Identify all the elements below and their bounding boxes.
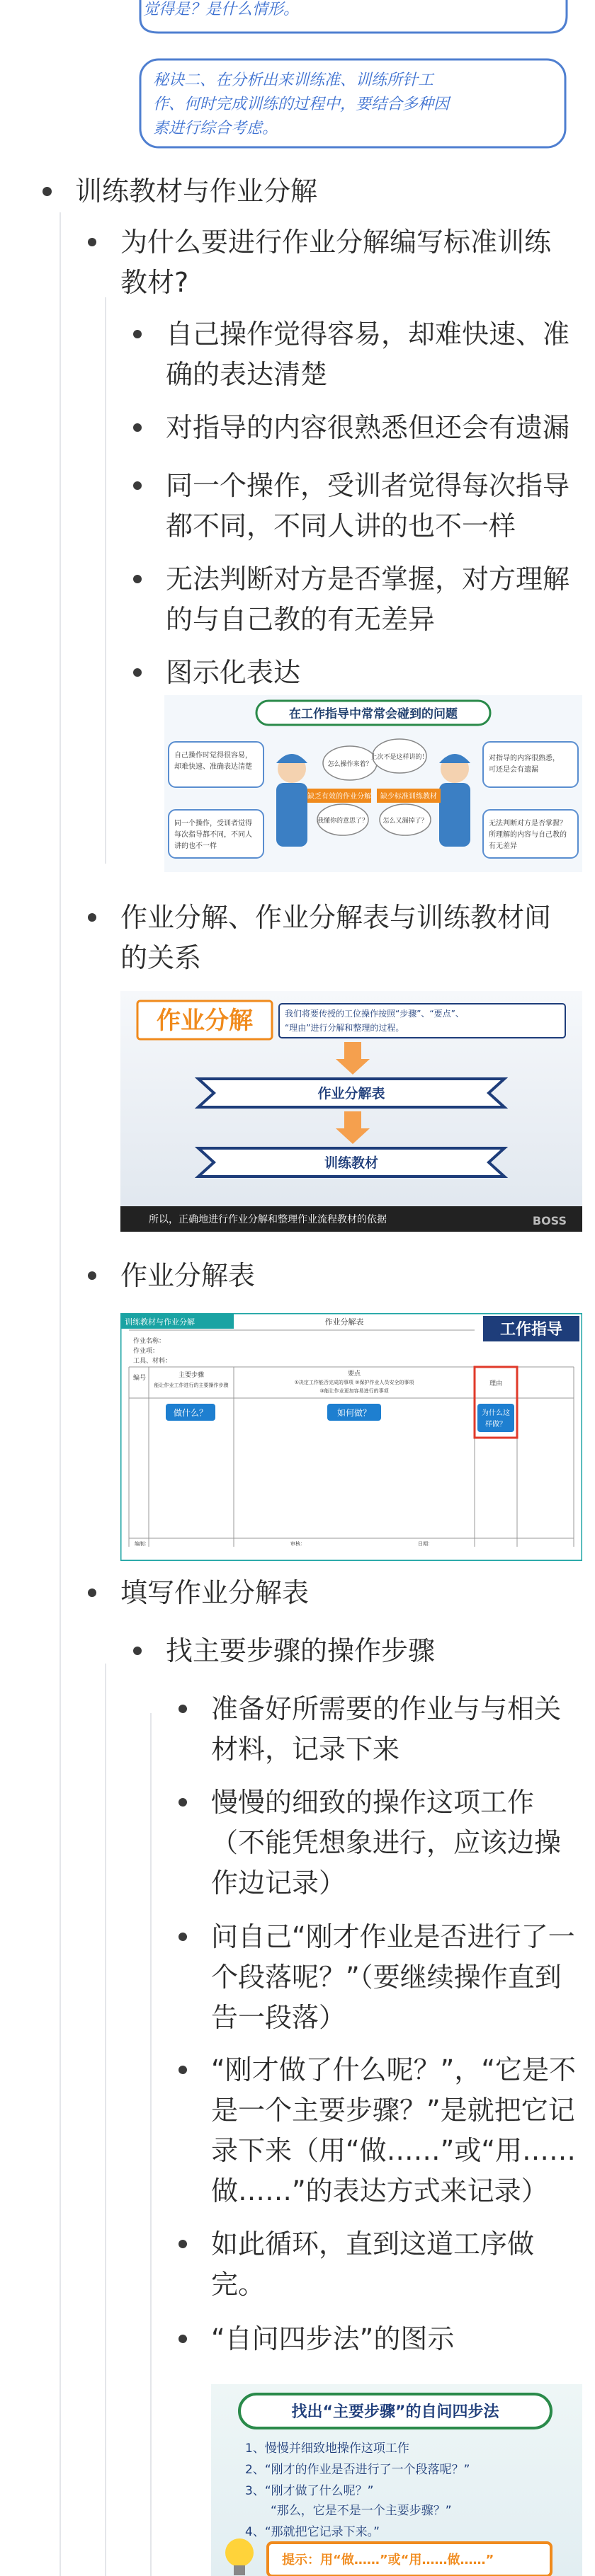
figure2-badge: 作业分解 [157,1007,253,1035]
svg-text:“理由”进行分解和整理的过程。: “理由”进行分解和整理的过程。 [285,1023,404,1033]
guide-line-level2 [105,297,106,864]
figure1-title: 在工作指导中常常会碰到的问题 [289,707,458,721]
svg-text:自己操作时觉得很容易，: 自己操作时觉得很容易， [174,752,252,760]
figure3-header-left: 训练教材与作业分解 [125,1317,195,1327]
section-title[interactable]: 训练教材与作业分解 [75,176,318,207]
step-6[interactable]: “自问四步法”的图示 [211,2323,455,2354]
item-table[interactable]: 作业分解表 [120,1260,256,1291]
svg-text:作业项：: 作业项： [133,1348,159,1355]
note2-line3: 素进行综合考虑。 [153,120,278,137]
step-4[interactable]: “刚才做了什么呢？”，“它是不是一个主要步骤？”是就把它记录下来（用“做……”或“用……做……”的表达方式来记录） [211,2054,577,2206]
svg-text:我懂你的意思了？: 我懂你的意思了？ [317,818,369,825]
bullet-level1 [42,187,52,196]
svg-text:所理解的内容与自己教的: 所理解的内容与自己教的 [489,831,567,839]
bullet-reason-4 [133,575,142,583]
bullet-reason-1 [133,330,142,338]
figure4-line3: 3、“刚才做了什么呢？” [245,2484,374,2498]
svg-text:讲的也不一样: 讲的也不一样 [174,842,217,850]
figure2-box2: 训练教材 [324,1155,379,1171]
bullet-step-1 [178,1705,187,1713]
svg-text:对指导的内容很熟悉，: 对指导的内容很熟悉， [489,755,560,762]
figure4-line5: 4、“那就把它记录下来。” [245,2525,380,2539]
svg-text:每次指导都不同，不同人: 每次指导都不同，不同人 [174,831,252,839]
figure-common-problems[interactable] [164,695,582,872]
step-3[interactable]: 问自己“刚才作业是否进行了一个段落呢？”（要继续操作直到告一段落） [211,1921,575,2033]
svg-text:作业名称：: 作业名称： [133,1338,166,1345]
figure1-label-right: 缺少标准训练教材 [380,793,437,801]
svg-text:无法判断对方是否掌握？: 无法判断对方是否掌握？ [489,820,567,828]
reason-3[interactable]: 同一个操作，受训者觉得每次指导都不同，不同人讲的也不一样 [166,470,570,542]
svg-text:编号: 编号 [133,1375,147,1382]
svg-text:审核：: 审核： [290,1541,305,1547]
step-5[interactable]: 如此循环，直到这道工序做完。 [211,2228,535,2300]
figure3-header-badge: 工作指导 [499,1321,563,1339]
svg-text:有无差异: 有无差异 [489,842,517,850]
svg-text:为什么这: 为什么这 [482,1409,510,1417]
bullet-step-4 [178,2066,187,2074]
bullet-reason-3 [133,481,142,490]
svg-text:上次不是这样讲的！: 上次不是这样讲的！ [370,754,429,761]
figure3-col-reason: 理由 [489,1380,503,1387]
bullet-step-3 [178,1933,187,1941]
svg-text:却难快速、准确表达清楚: 却难快速、准确表达清楚 [174,763,252,771]
figure4-line1: 1、慢慢并细致地操作这项工作 [245,2442,409,2456]
figure3-tag1: 做什么？ [173,1408,208,1418]
reason-2[interactable]: 对指导的内容很熟悉但还会有遗漏 [166,412,570,443]
figure4-hint: 提示：用“做……”或“用……做……” [282,2553,494,2568]
item-main-step[interactable]: 找主要步骤的操作步骤 [166,1635,436,1666]
figure2-box1: 作业分解表 [317,1086,385,1101]
bullet-relation [88,913,96,922]
bullet-why [88,238,96,246]
bullet-step-2 [178,1798,187,1807]
handwritten-notes-image [135,0,574,150]
figure3-col-point: 要点 [347,1370,361,1378]
svg-text:同一个操作，受训者觉得: 同一个操作，受训者觉得 [174,820,252,828]
figure-decomposition-table[interactable] [120,1313,582,1561]
bullet-main-step [133,1647,142,1655]
note2-line2: 作、何时完成训练的过程中，要结合多种因 [153,96,450,113]
reason-1[interactable]: 自己操作觉得容易，却难快速、准确的表达清楚 [166,319,570,390]
figure3-form-title: 作业分解表 [324,1317,364,1327]
bullet-fill [88,1588,96,1597]
svg-text:怎么又漏掉了？: 怎么又漏掉了？ [382,818,428,825]
figure3-col-step: 主要步骤 [178,1372,205,1379]
svg-text:样做？: 样做？ [485,1421,506,1429]
figure2-watermark: BOSS [532,1214,567,1227]
item-fill[interactable]: 填写作业分解表 [120,1577,310,1608]
note2-line1: 秘诀二、在分析出来训练准、训练所针工 [153,71,434,89]
item-why[interactable]: 为什么要进行作业分解编写标准训练教材? [120,227,552,298]
figure1-label-left: 缺乏有效的作业分解 [307,793,371,801]
svg-text:能让作业工作进行的主要操作步骤: 能让作业工作进行的主要操作步骤 [154,1383,229,1388]
figure3-tag2: 如何做？ [336,1408,372,1418]
bullet-reason-2 [133,423,142,432]
svg-text:可还是会有遗漏: 可还是会有遗漏 [489,766,538,774]
guide-line-level2b [105,1664,106,2576]
svg-text:怎么操作来着？: 怎么操作来着？ [327,761,373,768]
bullet-step-6 [178,2335,187,2343]
guide-line-level3 [150,1713,152,2576]
reason-4[interactable]: 无法判断对方是否掌握，对方理解的与自己教的有无差异 [166,563,570,635]
figure4-line4: “那么，它是不是一个主要步骤？” [271,2504,452,2518]
step-1[interactable]: 准备好所需要的作业与与相关材料，记录下来 [211,1693,562,1765]
svg-text:工具、材料：: 工具、材料： [133,1358,172,1365]
item-relation[interactable]: 作业分解、作业分解表与训练教材间的关系 [120,902,552,973]
svg-text:①决定工作能否完成的事项 ②保护作业人员安全的事项: ①决定工作能否完成的事项 ②保护作业人员安全的事项 [294,1380,414,1385]
figure-decomposition-relation[interactable] [120,991,582,1232]
figure4-line2: 2、“刚才的作业是否进行了一个段落呢？” [245,2463,470,2477]
svg-text:日期：: 日期： [418,1541,433,1547]
figure4-title: 找出“主要步骤”的自问四步法 [291,2403,499,2421]
reason-5[interactable]: 图示化表达 [166,657,301,688]
figure2-subtitle: 所以，正确地进行作业分解和整理作业流程教材的依据 [149,1214,387,1225]
svg-text:编制：: 编制： [135,1541,149,1547]
svg-text:我们将要传授的工位操作按照“步骤”、“要点”、: 我们将要传授的工位操作按照“步骤”、“要点”、 [285,1009,464,1019]
bullet-table [88,1271,96,1280]
step-2[interactable]: 慢慢的细致的操作这项工作（不能凭想象进行，应该边操作边记录） [211,1787,562,1899]
svg-text:③能让作业更加容易进行的事项: ③能让作业更加容易进行的事项 [319,1388,389,1394]
figure-four-step-self-ask[interactable] [211,2384,582,2576]
bullet-step-5 [178,2240,187,2248]
bullet-reason-5 [133,668,142,677]
guide-line-level1 [60,212,61,2576]
note1-text: 觉得是？是什么情形。 [143,1,300,18]
